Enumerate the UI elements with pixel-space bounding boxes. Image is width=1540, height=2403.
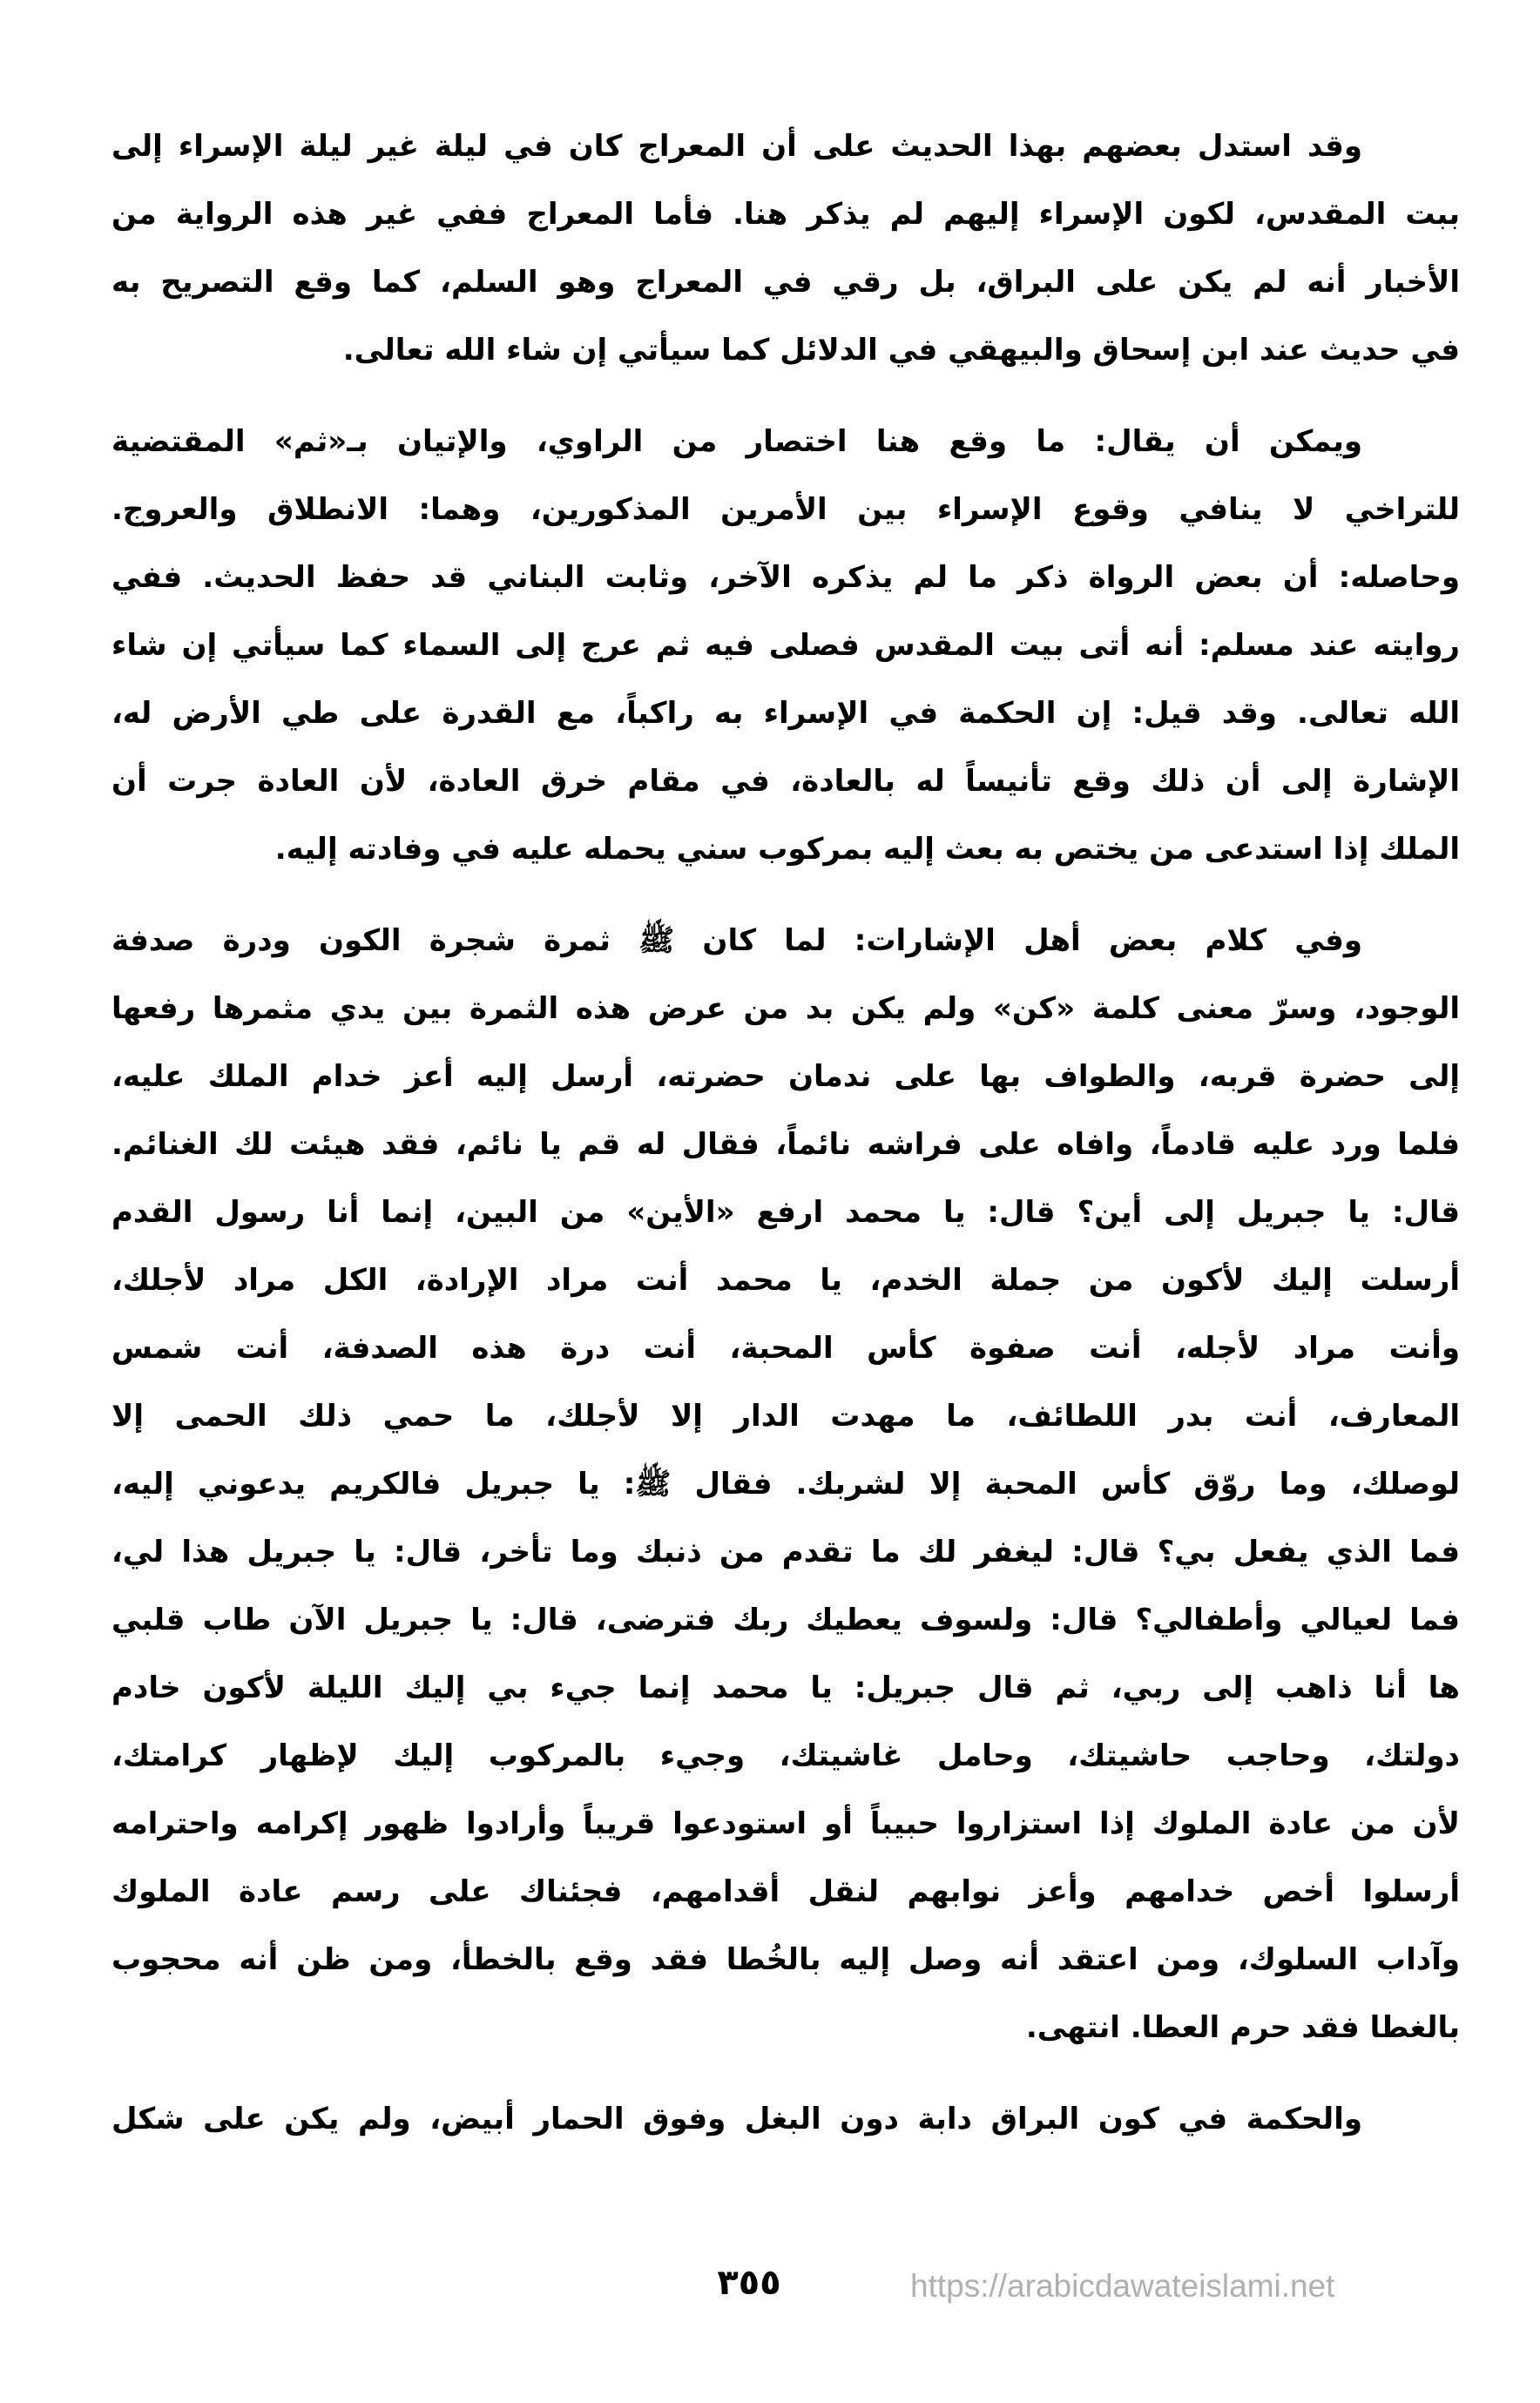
text-line: ويمكن أن يقال: ما وقع هنا اختصار من الراوي، والإتيان بـ«ثم» المقتضية: [111, 424, 1362, 459]
text-line: الله تعالى. وقد قيل: إن الحكمة في الإسراء به راكباً، مع القدرة على طي الأرض له،: [111, 696, 1460, 731]
text-line: لأن من عادة الملوك إذا استزاروا حبيباً أو استودعوا قريباً وأرادوا ظهور إكرامه واحترامه: [111, 1806, 1460, 1841]
text-line: المعارف، أنت بدر اللطائف، ما مهدت الدار إلا لأجلك، ما حمي ذلك الحمى إلا: [111, 1399, 1460, 1434]
text-line: أرسلوا أخص خدامهم وأعز نوابهم لنقل أقدامهم، فجئناك على رسم عادة الملوك: [111, 1874, 1460, 1909]
text-line: ببت المقدس، لكون الإسراء إليهم لم يذكر هنا. فأما المعراج ففي غير هذه الرواية من: [111, 197, 1460, 232]
watermark-url: https://arabicdawateislami.net: [910, 2268, 1335, 2304]
text-line: بالغطا فقد حرم العطا. انتهى.: [1025, 2010, 1460, 2045]
text-line: في حديث عند ابن إسحاق والبيهقي في الدلائل كما سيأتي إن شاء الله تعالى.: [342, 333, 1460, 368]
text-line: الإشارة إلى أن ذلك وقع تأنيساً له بالعادة، في مقام خرق العادة، لأن العادة جرت أن: [111, 764, 1460, 799]
text-line: قال: يا جبريل إلى أين؟ قال: يا محمد ارفع «الأين» من البين، إنما أنا رسول القدم: [111, 1195, 1460, 1230]
text-line: لوصلك، وما روّق كأس المحبة إلا لشربك. فقال ﷺ: يا جبريل فالكريم يدعوني إليه،: [111, 1467, 1460, 1502]
text-line: ها أنا ذاهب إلى ربي، ثم قال جبريل: يا محمد إنما جيء بي إليك الليلة لأكون خادم: [111, 1671, 1460, 1705]
text-line: فما لعيالي وأطفالي؟ قال: ولسوف يعطيك ربك فترضى، قال: يا جبريل الآن طاب قلبي: [111, 1603, 1460, 1637]
text-line: والحكمة في كون البراق دابة دون البغل وفوق الحمار أبيض، ولم يكن على شكل: [111, 2102, 1362, 2136]
text-line: وقد استدل بعضهم بهذا الحديث على أن المعراج كان في ليلة غير ليلة الإسراء إلى: [111, 129, 1362, 164]
text-line: الأخبار أنه لم يكن على البراق، بل رقي في المعراج وهو السلم، كما وقع التصريح به: [111, 265, 1460, 300]
page-body: [111, 112, 1460, 2177]
text-line: فلما ورد عليه قادماً، وافاه على فراشه نائماً، فقال له قم يا نائم، فقد هيئت لك الغنائم.: [111, 1127, 1460, 1162]
text-line: وفي كلام بعض أهل الإشارات: لما كان ﷺ ثمرة شجرة الكون ودرة صدفة: [111, 923, 1362, 958]
text-line: الوجود، وسرّ معنى كلمة «كن» ولم يكن بد من عرض هذه الثمرة بين يدي مثمرها رفعها: [111, 991, 1460, 1026]
page-number: ٣٥٥: [717, 2263, 781, 2303]
text-line: للتراخي لا ينافي وقوع الإسراء بين الأمرين المذكورين، وهما: الانطلاق والعروج.: [111, 492, 1460, 527]
text-line: وأنت مراد لأجله، أنت صفوة كأس المحبة، أنت درة هذه الصدفة، أنت شمس: [111, 1331, 1460, 1366]
text-line: دولتك، وحاجب حاشيتك، وحامل غاشيتك، وجيء بالمركوب إليك لإظهار كرامتك،: [111, 1738, 1460, 1773]
paragraph: [111, 907, 1460, 2062]
paragraph: [111, 112, 1460, 384]
text-line: أرسلت إليك لأكون من جملة الخدم، يا محمد أنت مراد الإرادة، الكل مراد لأجلك،: [111, 1263, 1460, 1298]
paragraph: [111, 408, 1460, 883]
text-line: وحاصله: أن بعض الرواة ذكر ما لم يذكره الآخر، وثابت البناني قد حفظ الحديث. ففي: [111, 560, 1460, 595]
text-line: روايته عند مسلم: أنه أتى بيت المقدس فصلى فيه ثم عرج إلى السماء كما سيأتي إن شاء: [111, 628, 1460, 663]
text-line: فما الذي يفعل بي؟ قال: ليغفر لك ما تقدم من ذنبك وما تأخر، قال: يا جبريل هذا لي،: [111, 1535, 1460, 1569]
paragraph: [111, 2085, 1460, 2153]
text-line: الملك إذا استدعى من يختص به بعث إليه بمركوب سني يحمله عليه في وفادته إليه.: [274, 832, 1460, 867]
text-line: وآداب السلوك، ومن اعتقد أنه وصل إليه بالخُطا فقد وقع بالخطأ، ومن ظن أنه محجوب: [111, 1942, 1460, 1977]
text-line: إلى حضرة قربه، والطواف بها على ندمان حضرته، أرسل إليه أعز خدام الملك عليه،: [111, 1059, 1460, 1094]
